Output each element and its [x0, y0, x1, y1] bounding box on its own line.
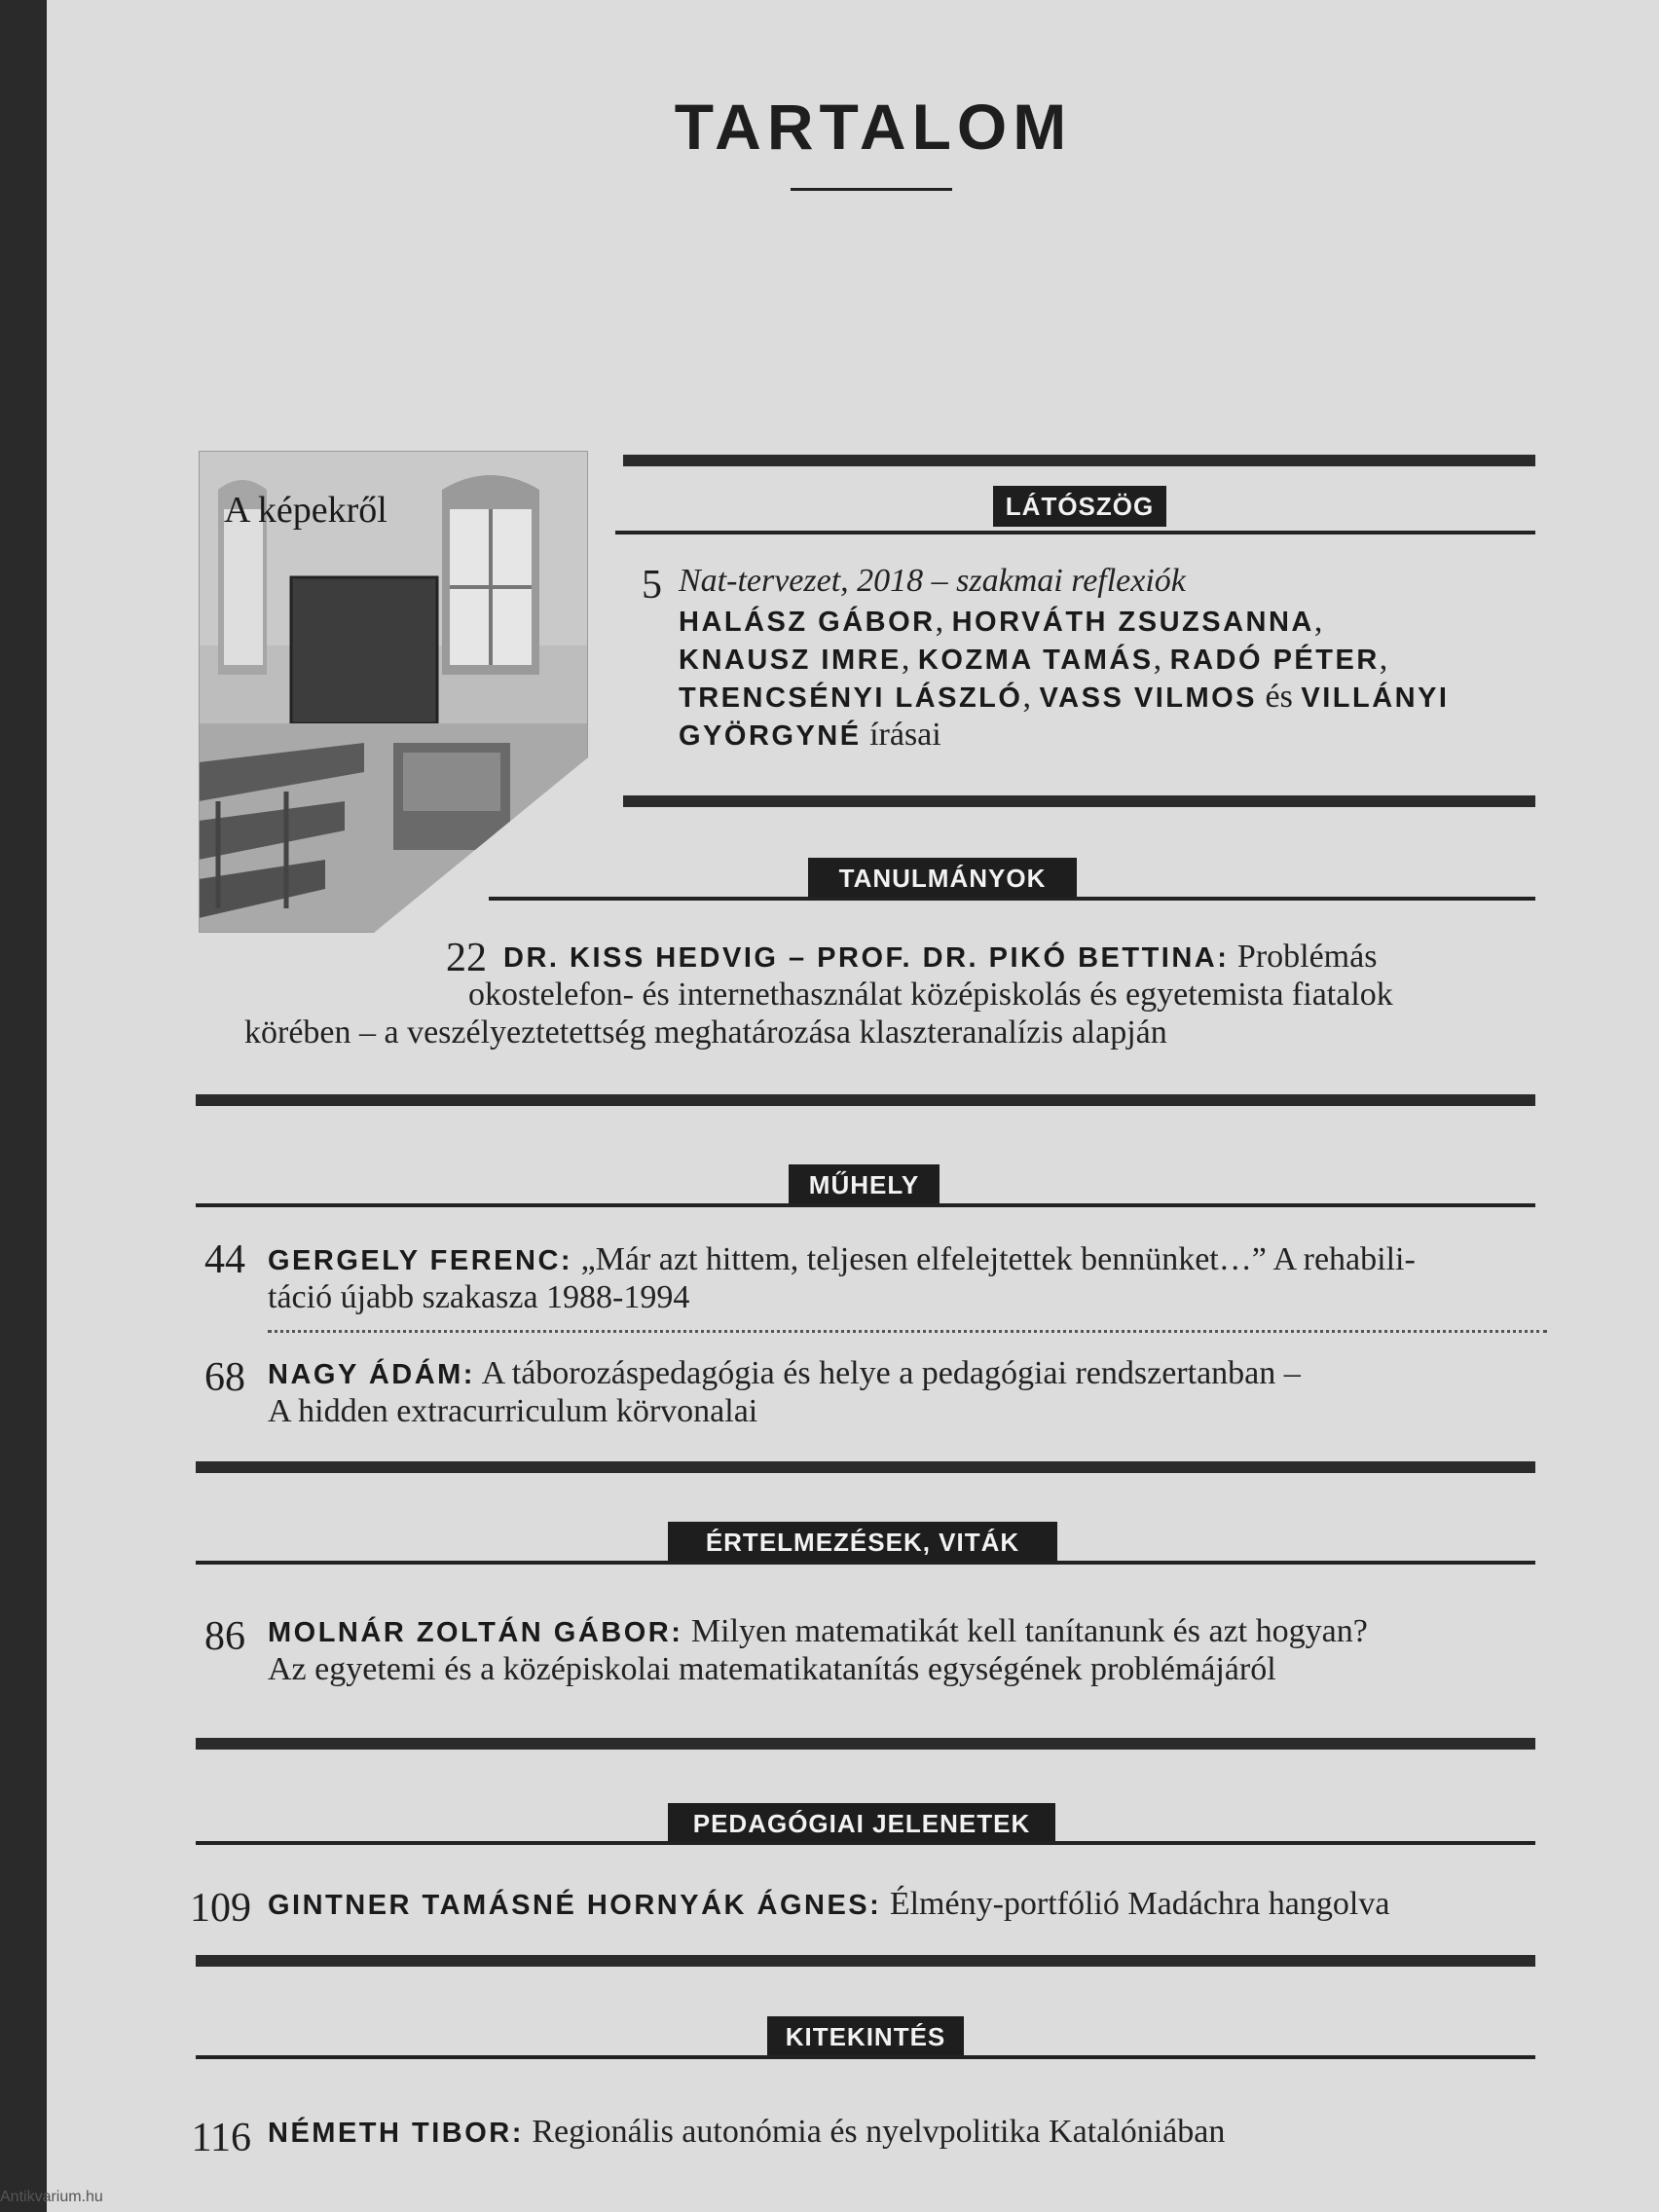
author: HALÁSZ GÁBOR: [679, 607, 936, 638]
image-caption: A képekről: [224, 490, 387, 531]
entry-line: [268, 1612, 1368, 1652]
section-rule-top: [623, 455, 1535, 466]
section-label-kitekintes: KITEKINTÉS: [767, 2016, 964, 2057]
section-rule-bottom: [623, 795, 1535, 807]
authors-suffix: írásai: [861, 717, 941, 753]
entry-authors: [679, 603, 1555, 755]
author: GYÖRGYNÉ: [679, 720, 862, 752]
page-title: TARTALOM: [674, 91, 1073, 163]
entry-title-cont: okostelefon- és internethasználat középiskolás és egyetemista fiatalok: [468, 977, 1393, 1013]
section-rule: [196, 1561, 1535, 1565]
section-label-ertelmezesek: ÉRTELMEZÉSEK, VITÁK: [668, 1522, 1057, 1563]
author-separator: ,: [1313, 603, 1323, 639]
entry-title: Regionális autonómia és nyelvpolitika Katalóniában: [532, 2114, 1226, 2150]
entry-title-cont: Az egyetemi és a középiskolai matematikatanítás egységének problémájáról: [268, 1651, 1276, 1687]
page-number: 116: [191, 2116, 251, 2160]
author: VILLÁNYI: [1301, 682, 1450, 714]
entry-title: „Már azt hittem, teljesen elfelejtettek bennünket…” A rehabili-: [580, 1241, 1416, 1277]
author: VASS VILMOS: [1039, 682, 1258, 714]
author-separator: ,: [1379, 641, 1388, 677]
page-number: 5: [642, 563, 662, 608]
entry-title-cont: táció újabb szakasza 1988-1994: [268, 1279, 690, 1315]
author-separator: ,: [935, 603, 952, 639]
entry-title-cont: A hidden extracurriculum körvonalai: [268, 1393, 758, 1429]
author-separator: ,: [1022, 679, 1040, 715]
entry-author: NAGY ÁDÁM:: [268, 1359, 475, 1390]
entry-author: NÉMETH TIBOR:: [268, 2118, 524, 2149]
page-number: 68: [204, 1355, 245, 1400]
section-rule-bottom: [196, 1738, 1535, 1750]
entry-line: [503, 938, 1377, 977]
entry-title: A táborozáspedagógia és helye a pedagógiai rendszertanban –: [481, 1355, 1301, 1391]
author: TRENCSÉNYI LÁSZLÓ: [679, 682, 1023, 714]
entry-author: GERGELY FERENC:: [268, 1245, 573, 1276]
entry-line: [268, 1240, 1416, 1280]
entry-line: [268, 1354, 1301, 1394]
entry-line: [268, 2113, 1225, 2153]
entry-author: MOLNÁR ZOLTÁN GÁBOR:: [268, 1617, 683, 1648]
page-number: 22: [446, 936, 487, 980]
author: KNAUSZ IMRE: [679, 645, 902, 676]
page: [47, 0, 1659, 2212]
section-rule-bottom: [196, 1094, 1535, 1106]
entry-divider: [268, 1330, 1547, 1333]
section-rule: [196, 2055, 1535, 2059]
entry-title: Nat-tervezet, 2018 – szakmai reflexiók: [679, 563, 1186, 599]
author: RADÓ PÉTER: [1169, 645, 1380, 676]
entry-line: [268, 1885, 1389, 1925]
section-rule: [196, 1203, 1535, 1207]
section-label-tanulmanyok: TANULMÁNYOK: [808, 858, 1077, 899]
entry-author: DR. KISS HEDVIG – PROF. DR. PIKÓ BETTINA:: [503, 942, 1230, 974]
author: HORVÁTH ZSUZSANNA: [951, 607, 1314, 638]
author: KOZMA TAMÁS: [917, 645, 1154, 676]
page-number: 109: [190, 1886, 251, 1931]
author-conjunction: és: [1257, 679, 1302, 715]
watermark: Antikvarium.hu: [0, 2189, 103, 2205]
section-rule-bottom: [196, 1461, 1535, 1473]
entry-author: GINTNER TAMÁSNÉ HORNYÁK ÁGNES:: [268, 1890, 882, 1921]
entry-title: Problémás: [1236, 939, 1378, 975]
section-rule-bottom: [196, 1955, 1535, 1967]
section-label-pedagogiai-jelenetek: PEDAGÓGIAI JELENETEK: [668, 1803, 1055, 1844]
author-separator: ,: [1153, 641, 1170, 677]
section-rule: [489, 897, 1535, 901]
section-label-latoszog: LÁTÓSZÖG: [993, 486, 1166, 527]
title-underline: [791, 188, 952, 191]
entry-title: Milyen matematikát kell tanítanunk és azt hogyan?: [690, 1613, 1368, 1649]
section-rule: [196, 1841, 1535, 1845]
book-spine-shadow: [0, 0, 47, 2212]
author-separator: ,: [901, 641, 918, 677]
entry-title-cont: körében – a veszélyeztetettség meghatározása klaszteranalízis alapján: [244, 1014, 1167, 1051]
section-rule: [615, 531, 1535, 535]
page-number: 86: [204, 1614, 245, 1659]
section-label-muhely: MŰHELY: [789, 1164, 940, 1205]
entry-title: Élmény-portfólió Madáchra hangolva: [889, 1886, 1390, 1922]
page-number: 44: [204, 1237, 245, 1282]
